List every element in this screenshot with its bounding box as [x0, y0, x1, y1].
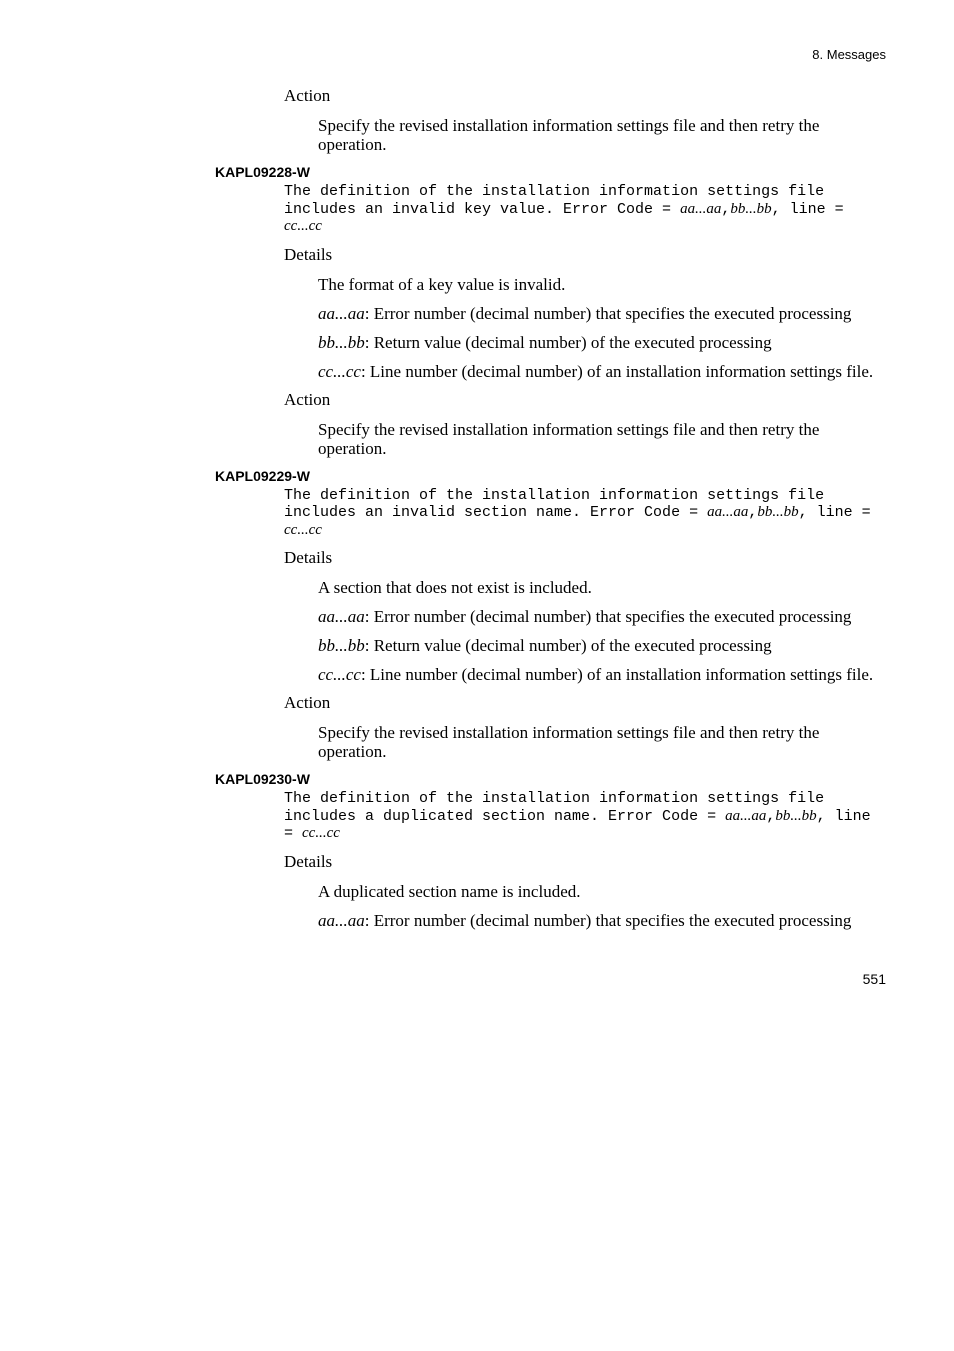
separator: , — [766, 807, 776, 825]
details-aa — [318, 304, 888, 323]
definition: : Error number (decimal number) that specifies the executed processing — [364, 910, 852, 930]
variable: aa...aa — [725, 807, 767, 824]
variable: bb...bb — [775, 807, 817, 824]
message-text-part: The definition of the installation information settings file includes a duplicated section name. Error Code = — [284, 790, 825, 825]
action-text: Specify the revised installation information settings file and then retry the operation. — [318, 723, 820, 761]
message-text-part: , line = — [771, 200, 844, 218]
details-heading: Details — [284, 244, 333, 264]
details-text: The format of a key value is invalid. — [318, 274, 566, 294]
definition: : Return value (decimal number) of the executed processing — [364, 636, 772, 655]
definition: : Line number (decimal number) of an installation information settings file. — [360, 665, 874, 684]
variable: bb...bb — [318, 332, 365, 352]
variable: cc...cc — [284, 218, 322, 234]
variable: bb...bb — [730, 200, 772, 217]
variable: cc...cc — [284, 521, 322, 538]
variable: cc...cc — [318, 361, 361, 381]
variable: cc...cc — [318, 665, 361, 684]
details-text: A section that does not exist is included. — [318, 578, 592, 597]
action-heading: Action — [284, 389, 331, 409]
running-header: 8. Messages — [812, 47, 886, 62]
variable: aa...aa — [318, 607, 365, 626]
message-id: KAPL09230-W — [215, 771, 310, 787]
action-heading: Action — [284, 86, 331, 105]
details-cc — [318, 362, 888, 381]
definition: : Error number (decimal number) that specifies the executed processing — [364, 607, 852, 626]
details-bb — [318, 636, 888, 655]
definition: : Return value (decimal number) of the executed processing — [364, 332, 772, 352]
separator: , — [748, 504, 758, 521]
variable: aa...aa — [707, 504, 749, 520]
variable: cc...cc — [302, 825, 340, 841]
details-aa — [318, 607, 888, 626]
message-id: KAPL09228-W — [215, 164, 310, 180]
action-text: Specify the revised installation information settings file and then retry the operation. — [318, 116, 820, 154]
message-text-part: The definition of the installation information settings file includes an invalid section name. Error Code = — [284, 486, 825, 521]
details-cc — [318, 665, 888, 684]
variable: aa...aa — [318, 303, 365, 323]
variable: bb...bb — [318, 636, 365, 655]
message-text-part: , line = — [798, 504, 871, 521]
definition: : Error number (decimal number) that specifies the executed processing — [364, 303, 852, 323]
definition: : Line number (decimal number) of an installation information settings file. — [360, 361, 874, 381]
details-text: A duplicated section name is included. — [318, 881, 581, 901]
page-number: 551 — [862, 971, 886, 987]
message-text — [284, 487, 884, 540]
details-aa — [318, 911, 888, 930]
details-heading: Details — [284, 851, 333, 871]
message-id: KAPL09229-W — [215, 467, 310, 484]
message-text-part: , line = — [284, 807, 871, 842]
separator: , — [721, 200, 731, 218]
message-text — [284, 790, 884, 843]
variable: bb...bb — [757, 504, 799, 520]
action-heading: Action — [284, 693, 331, 712]
action-text: Specify the revised installation information settings file and then retry the operation. — [318, 419, 820, 458]
message-text — [284, 183, 884, 236]
details-heading: Details — [284, 548, 333, 567]
variable: aa...aa — [680, 200, 722, 217]
variable: aa...aa — [318, 910, 365, 930]
message-text-part: The definition of the installation information settings file includes an invalid key value. Error Code = — [284, 183, 825, 218]
details-bb — [318, 333, 888, 352]
page-content — [0, 86, 954, 930]
